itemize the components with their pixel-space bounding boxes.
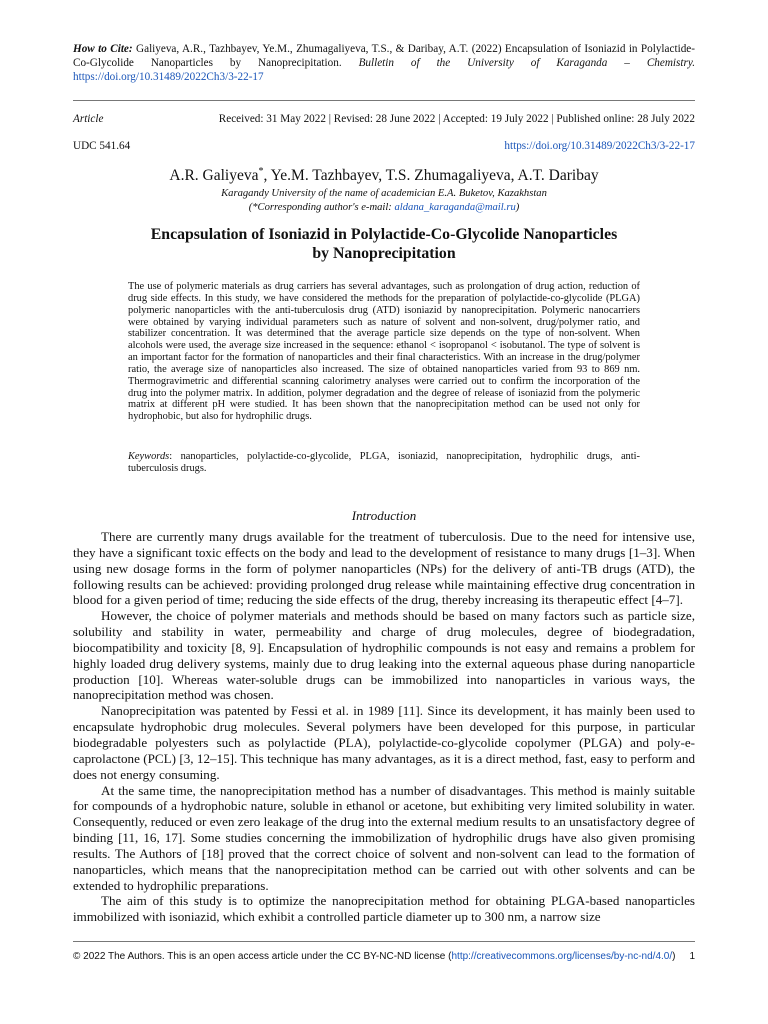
keywords-label: Keywords — [128, 451, 170, 462]
how-to-cite — [73, 42, 695, 84]
title-line-1: Encapsulation of Isoniazid in Polylactide-Co-Glycolide Nanoparticles — [150, 226, 618, 243]
license-text: © 2022 The Authors. This is an open access article under the CC BY-NC-ND license ( — [73, 951, 452, 962]
footer-divider — [73, 941, 695, 942]
license-close: ) — [672, 951, 676, 962]
paragraph: At the same time, the nanoprecipitation method has a number of disadvantages. This method is mainly suitable for compounds of a hydrophobic nature, soluble in ethanol or acetone, but exhibiting very limited solubility in water. Consequently, reduced or even zero leakage of the drug into the external medium results to an unsatisfactory degree of binding [11, 16, 17]. Some studies concerning the immobilization of hydrophilic drugs have also given promising results. The Authors of [18] proved that the correct choice of solvent and non-solvent can lead to the formation of nanoparticles, which means that the nanoprecipitation method can be carried out with other solvents and can be extended to hydrophilic preparations. — [73, 782, 695, 893]
header-divider — [73, 100, 695, 101]
keywords-text: : nanoparticles, polylactide-co-glycolide, PLGA, isoniazid, nanoprecipitation, hydrophilic drugs, anti-tuberculosis drugs. — [128, 451, 640, 474]
corresponding-email-line — [73, 201, 695, 215]
license-footer — [73, 951, 695, 963]
article-dates: Received: 31 May 2022 | Revised: 28 June 2022 | Accepted: 19 July 2022 | Published online: 28 July 2022 — [218, 113, 695, 125]
author-list — [73, 163, 695, 185]
email-suffix: ) — [515, 202, 520, 213]
page-number: 1 — [689, 951, 695, 962]
introduction-body — [73, 529, 695, 925]
affiliation — [73, 187, 695, 215]
udc-code: UDC 541.64 — [73, 140, 131, 152]
paper-title — [73, 225, 695, 263]
section-heading-introduction: Introduction — [351, 508, 417, 523]
cite-label: How to Cite: — [73, 43, 133, 55]
cite-doi-link[interactable]: https://doi.org/10.31489/2022Ch3/3-22-17 — [73, 71, 264, 83]
title-line-2: by Nanoprecipitation — [312, 245, 456, 262]
paragraph: The aim of this study is to optimize the nanoprecipitation method for obtaining PLGA-based nanoparticles immobilized with isoniazid, which exhibit a controlled particle diameter up to 300 nm, a narrow size — [73, 893, 695, 925]
first-author: A.R. Galiyeva — [169, 167, 259, 185]
corresponding-mark: * — [258, 166, 264, 177]
keywords — [128, 451, 640, 475]
paragraph: Nanoprecipitation was patented by Fessi et al. in 1989 [11]. Since its development, it has mainly been used to encapsulate hydrophobic drug molecules. Several polymers have been developed for this purpose, in particular biodegradable polyesters such as polylactide (PLA), polylactide-co-glycolide copolymer (PLGA) and poly-e-caprolactone (PCL) [3, 12–15]. This technique has many advantages, as it is a direct method, fast, easy to perform and does not energy consuming. — [73, 703, 695, 782]
email-prefix: (*Corresponding author's e-mail: — [248, 202, 395, 213]
other-authors: , Ye.M. Tazhbayev, T.S. Zhumagaliyeva, A.T. Daribay — [263, 167, 599, 185]
author-email-link[interactable]: aldana_karaganda@mail.ru — [394, 202, 516, 213]
abstract: The use of polymeric materials as drug carriers has several advantages, such as prolongation of drug action, reduction of drug side effects. In this study, we have considered the methods for the preparation of polylactide-co-glycolide (PLGA) polymeric nanoparticles with the anti-tuberculosis drug (ATD) isoniazid by nanoprecipitation. Polymeric nanocarriers were obtained by varying individual parameters such as nature of solvent and non-solvent, drug/polymer ratio, and stabilizer concentration. It was determined that the average particle size depends on the type of non-solvent. When alcohols were used, the average size increased in the sequence: ethanol < isopropanol < isobutanol. The type of solvent is an important factor for the formation of nanoparticles and their final characteristics. With an increase in the drug/polymer ratio, the average size of nanoparticles also increased. The size of obtained nanoparticles varied from 93 to 869 nm. Thermogravimetric and differential scanning calorimetry analyses were carried out to confirm the incorporation of the drug into the polymer matrix. In addition, polymer degradation and the degree of release of isoniazid from the polymeric matrix at different pH were studied. It has been shown that the nanoprecipitation method can be used not only for hydrophobic, but also for hydrophilic drugs. — [128, 281, 640, 423]
cite-text: Galiyeva, A.R., Tazhbayev, Ye.M., Zhumagaliyeva, T.S., & Daribay, A.T. (2022) Encapsulation of Isoniazid in Polylactide-Co-Glycolide Nanoparticles by Nanoprecipitation. — [73, 43, 695, 69]
cite-journal: Bulletin of the University of Karaganda – Chemistry. — [358, 57, 696, 69]
affiliation-line: Karagandy University of the name of academician E.A. Buketov, Kazakhstan — [221, 188, 547, 199]
article-doi-link[interactable]: https://doi.org/10.31489/2022Ch3/3-22-17 — [504, 140, 695, 152]
license-link[interactable]: http://creativecommons.org/licenses/by-nc-nd/4.0/ — [451, 951, 673, 962]
paragraph: There are currently many drugs available for the treatment of tuberculosis. Due to the need for intensive use, they have a significant toxic effects on the body and lead to the development of resistance to many drugs [1–3]. When using new dosage forms in the form of polymer nanoparticles (NPs) for the delivery of anti-TB drugs (ATD), the following results can be achieved: providing prolonged drug release while maintaining effective drug concentration in blood for a given period of time; reducing the side effects of the drug, thereby increasing its therapeutic effect [4–7]. — [73, 529, 695, 608]
article-type: Article — [73, 113, 104, 125]
paragraph: However, the choice of polymer materials and methods should be based on many factors such as particle size, solubility and stability in water, permeability and charge of drug molecules, degree of biodegradation, biocompatibility and toxicity [8, 9]. Encapsulation of hydrophilic compounds is not easy and remains a problem for highly loaded drug delivery systems, mainly due to drug leaking into the external aqueous phase during nanoparticle production [10]. Whereas water-soluble drugs can be immobilized into nanoparticles in various ways, the nanoprecipitation method was chosen. — [73, 608, 695, 703]
